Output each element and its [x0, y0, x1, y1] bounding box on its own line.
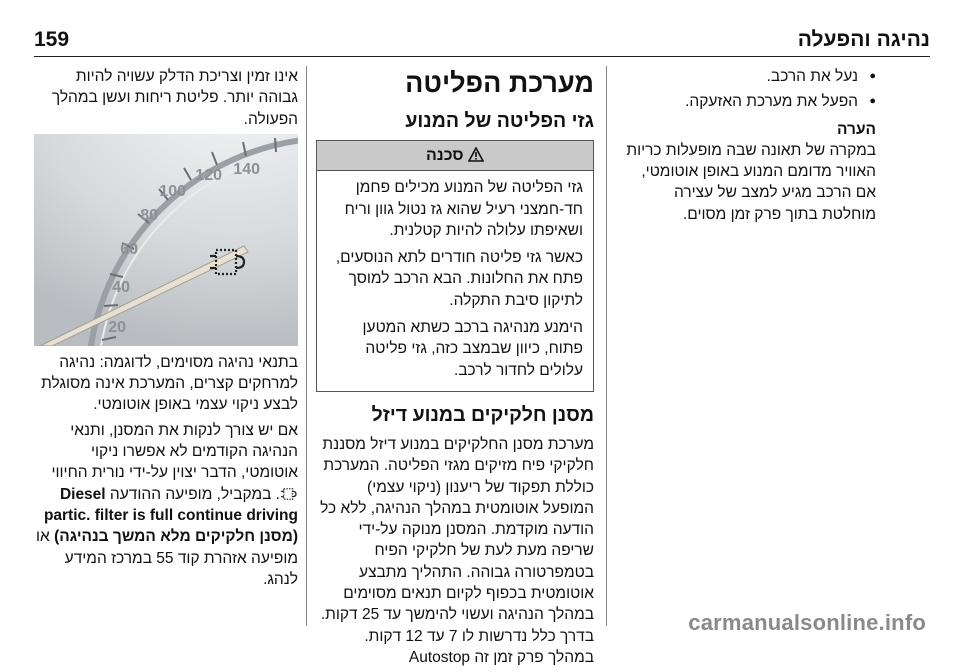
message-english: Diesel partic. filter is full continue driving — [43, 485, 298, 524]
page-number: 159 — [34, 28, 70, 51]
page-header — [0, 0, 960, 56]
danger-paragraph: כאשר גזי פליטה חודרים לתא הנוסעים, פתח את החלונות. הבא הרכב למוסך לתיקון סיבת התקלה. — [335, 249, 583, 309]
gauge-tick-label: 60 — [120, 240, 138, 258]
speedometer-image — [34, 134, 298, 346]
or-word: או — [36, 528, 50, 546]
danger-header — [317, 141, 593, 171]
section-title: מערכת הפליטה — [405, 68, 594, 98]
subsection-title: גזי הפליטה של המנוע — [405, 110, 594, 132]
note-heading: הערה — [837, 120, 876, 138]
intro-text: אינו זמין וצריכת הדלק עשויה להיות גבוהה יותר. פליטת ריחות ועשן במהלך הפעולה. — [51, 68, 298, 128]
para-1: בתנאי נהיגה מסוימים, לדוגמה: נהיגה למרחקים קצרים, המערכת אינה מסוגלת לבצע ניקוי עצמי באופן אוטומטי. — [41, 353, 298, 414]
middle-column — [316, 66, 594, 672]
particle-filter-icon — [280, 486, 298, 503]
instruction-list — [618, 66, 876, 113]
gauge-tick-label: 140 — [233, 160, 260, 178]
message-hebrew: מסנן חלקיקים מלא המשך בנהיגה — [59, 528, 293, 546]
para-2-prefix: אם יש צורך לנקות את המסנן, ותנאי הנהיגה הקודמים לא אפשרו ניקוי אוטומטי, הדבר יצוין על-ידי נורית החיווי — [51, 421, 298, 482]
danger-label: סכנה — [425, 147, 464, 164]
warning-triangle-icon — [464, 147, 484, 164]
column-divider-left — [306, 66, 307, 626]
danger-paragraph: גזי הפליטה של המנוע מכילים פחמן חד-חמצני רעיל שהוא גז נטול גוון וריח ושאיפתו עלולה להיות קטלנית. — [344, 179, 583, 239]
gauge-tick-label: 40 — [112, 278, 130, 296]
para-2-mid: במקביל, מופיעה ההודעה — [109, 485, 272, 503]
header-divider — [34, 56, 930, 57]
note-text: במקרה של תאונה שבה מופעלות כריות האוויר מדומם המנוע באופן אוטומטי, אם הרכב מגיע למצב של עצירה מוחלטת בתוך פרק זמן מסוים. — [626, 141, 876, 223]
gauge-tick-label: 120 — [195, 166, 222, 184]
list-item: ● נעל את הרכב. — [618, 66, 876, 87]
list-item: ● הפעל את מערכת האזעקה. — [618, 91, 876, 112]
right-column — [618, 66, 876, 229]
danger-body — [317, 171, 593, 391]
gauge-tick-label: 80 — [140, 206, 158, 224]
dpf-text: מערכת מסנן החלקיקים במנוע דיזל מסננת חלקיקי פיח מזיקים מגזי הפליטה. המערכת כוללת תפקוד של ריענון (ניקוי עצמי) המופעל אוטומטית במהלך הנהיגה, ללא כל הודעה מוקדמת. המסנן מנוקה על-ידי שריפה מעת לעת של חלקיקי הפיח בטמפרטורה גבוהה. התהליך מתבצע אוטומטית בכפוף לקיום תנאים מסוימים במהלך הנהיגה ועשוי להימשך עד 25 דקות. בדרך כלל נדרשות לו 7 עד 12 דקות. במהלך פרק זמן זה Autostop — [320, 435, 594, 666]
gauge-tick-label: 100 — [159, 182, 186, 200]
chapter-title: נהיגה והפעלה — [797, 28, 930, 51]
gauge-tick-label: 20 — [108, 318, 126, 336]
column-divider-right — [606, 66, 607, 626]
dpf-title: מסנן חלקיקים במנוע דיזל — [371, 403, 594, 426]
para-2: אם יש צורך לנקות את המסנן, ותנאי הנהיגה הקודמים לא אפשרו ניקוי אוטומטי, הדבר יצוין על-ידי נורית החיווי . במקביל, מופיעה ההודעה Diesel partic. filter is full continue driving (מסנן חלקיקים מלא המשך בנהיגה) או מופיעה אזהרת קוד 55 במרכז המידע לנהג. — [36, 421, 298, 588]
danger-paragraph: הימנע מנהיגה ברכב כשתא המטען פתוח, כיוון שבמצב כזה, גזי פליטה עלולים לחדור לרכב. — [362, 319, 583, 379]
watermark: carmanualsonline.info — [688, 610, 926, 635]
left-column — [34, 66, 298, 594]
danger-box — [316, 140, 594, 392]
para-2-suffix: מופיעה אזהרת קוד 55 במרכז המידע לנהג. — [64, 549, 298, 588]
